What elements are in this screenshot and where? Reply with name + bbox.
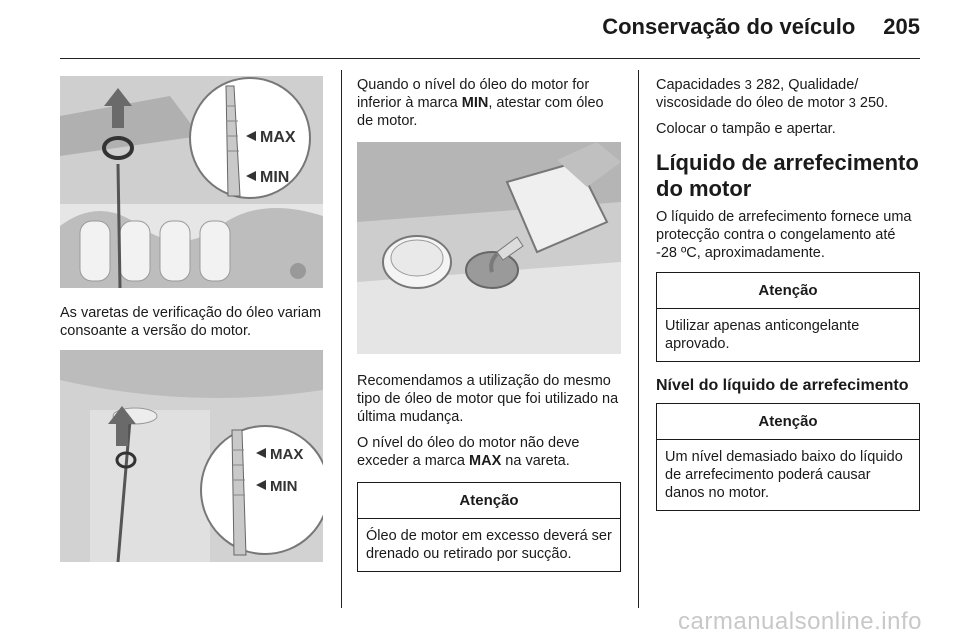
min-mark-label: MIN [260, 169, 290, 186]
attention-body: Óleo de motor em excesso deverá ser drenado ou retirado por sucção. [366, 528, 612, 562]
max-mark-emphasis: MAX [469, 453, 502, 469]
min-mark-label-2: MIN [270, 478, 298, 495]
column-divider-2 [638, 70, 639, 608]
viscosity-page-ref[interactable]: 250 [859, 95, 885, 111]
header-title: Conservação do veículo [602, 14, 856, 39]
coolant-section-heading: Líquido de arrefecimento do motor [656, 150, 919, 201]
left-column [60, 76, 324, 562]
max-mark-label-2: MAX [270, 446, 304, 463]
min-mark-emphasis: MIN [461, 95, 489, 111]
coolant-level-heading: Nível do líquido de arrefecimento [656, 377, 909, 394]
attention-title: Atenção [657, 404, 919, 440]
oil-attention-box [357, 482, 621, 572]
engine-dipstick-illustration-1 [60, 76, 323, 288]
oil-max-text-end: na vareta. [501, 453, 570, 469]
capacities-text-3: . [884, 95, 889, 111]
attention-body: Utilizar apenas anticongelante aprovado. [665, 318, 860, 352]
cap-tighten-paragraph: Colocar o tampão e apertar. [656, 121, 836, 137]
capacities-page-ref[interactable]: 282 [755, 77, 781, 93]
column-divider-1 [341, 70, 342, 608]
dipstick-caption: As varetas de verificação do óleo variam consoante a versão do motor. [60, 305, 322, 339]
right-column [656, 76, 920, 511]
oil-top-up-text-end: , atestar com óleo de motor. [357, 95, 604, 129]
attention-title: Atenção [657, 273, 919, 309]
middle-column [357, 76, 621, 572]
header-rule [60, 58, 920, 59]
reference-arrow-icon: 3 [744, 77, 752, 92]
watermark: carmanualsonline.info [678, 608, 922, 635]
coolant-protection-paragraph: O líquido de arrefecimento fornece uma protecção contra o congelamento até -28 ºC, aproximadamente. [656, 209, 912, 261]
oil-top-up-paragraph [357, 76, 621, 130]
dipstick-figure-2 [60, 350, 323, 562]
page-number: 205 [883, 14, 920, 39]
oil-max-text-start: O nível do óleo do motor não deve exceder a marca [357, 435, 580, 469]
oil-top-up-text-start: Quando o nível do óleo do motor for inferior à marca [357, 77, 590, 111]
engine-dipstick-illustration-2 [60, 350, 323, 562]
oil-recommendation-paragraph: Recomendamos a utilização do mesmo tipo de óleo de motor que foi utilizado na última mudança. [357, 373, 619, 425]
oil-pouring-illustration [357, 142, 621, 354]
coolant-attention-box-1 [656, 272, 920, 362]
attention-body: Um nível demasiado baixo do líquido de arrefecimento poderá causar danos no motor. [665, 449, 903, 501]
oil-filling-figure [357, 142, 621, 354]
reference-arrow-icon: 3 [848, 95, 856, 110]
attention-title: Atenção [358, 483, 620, 519]
oil-max-paragraph [357, 434, 621, 470]
max-mark-label: MAX [260, 129, 296, 146]
page-header [602, 14, 920, 40]
capacities-paragraph [656, 76, 920, 112]
capacities-text-2: , Qualidade/ viscosidade do óleo de motor [656, 77, 859, 111]
dipstick-figure-1 [60, 76, 323, 288]
coolant-attention-box-2 [656, 403, 920, 511]
capacities-text-1: Capacidades [656, 77, 745, 93]
